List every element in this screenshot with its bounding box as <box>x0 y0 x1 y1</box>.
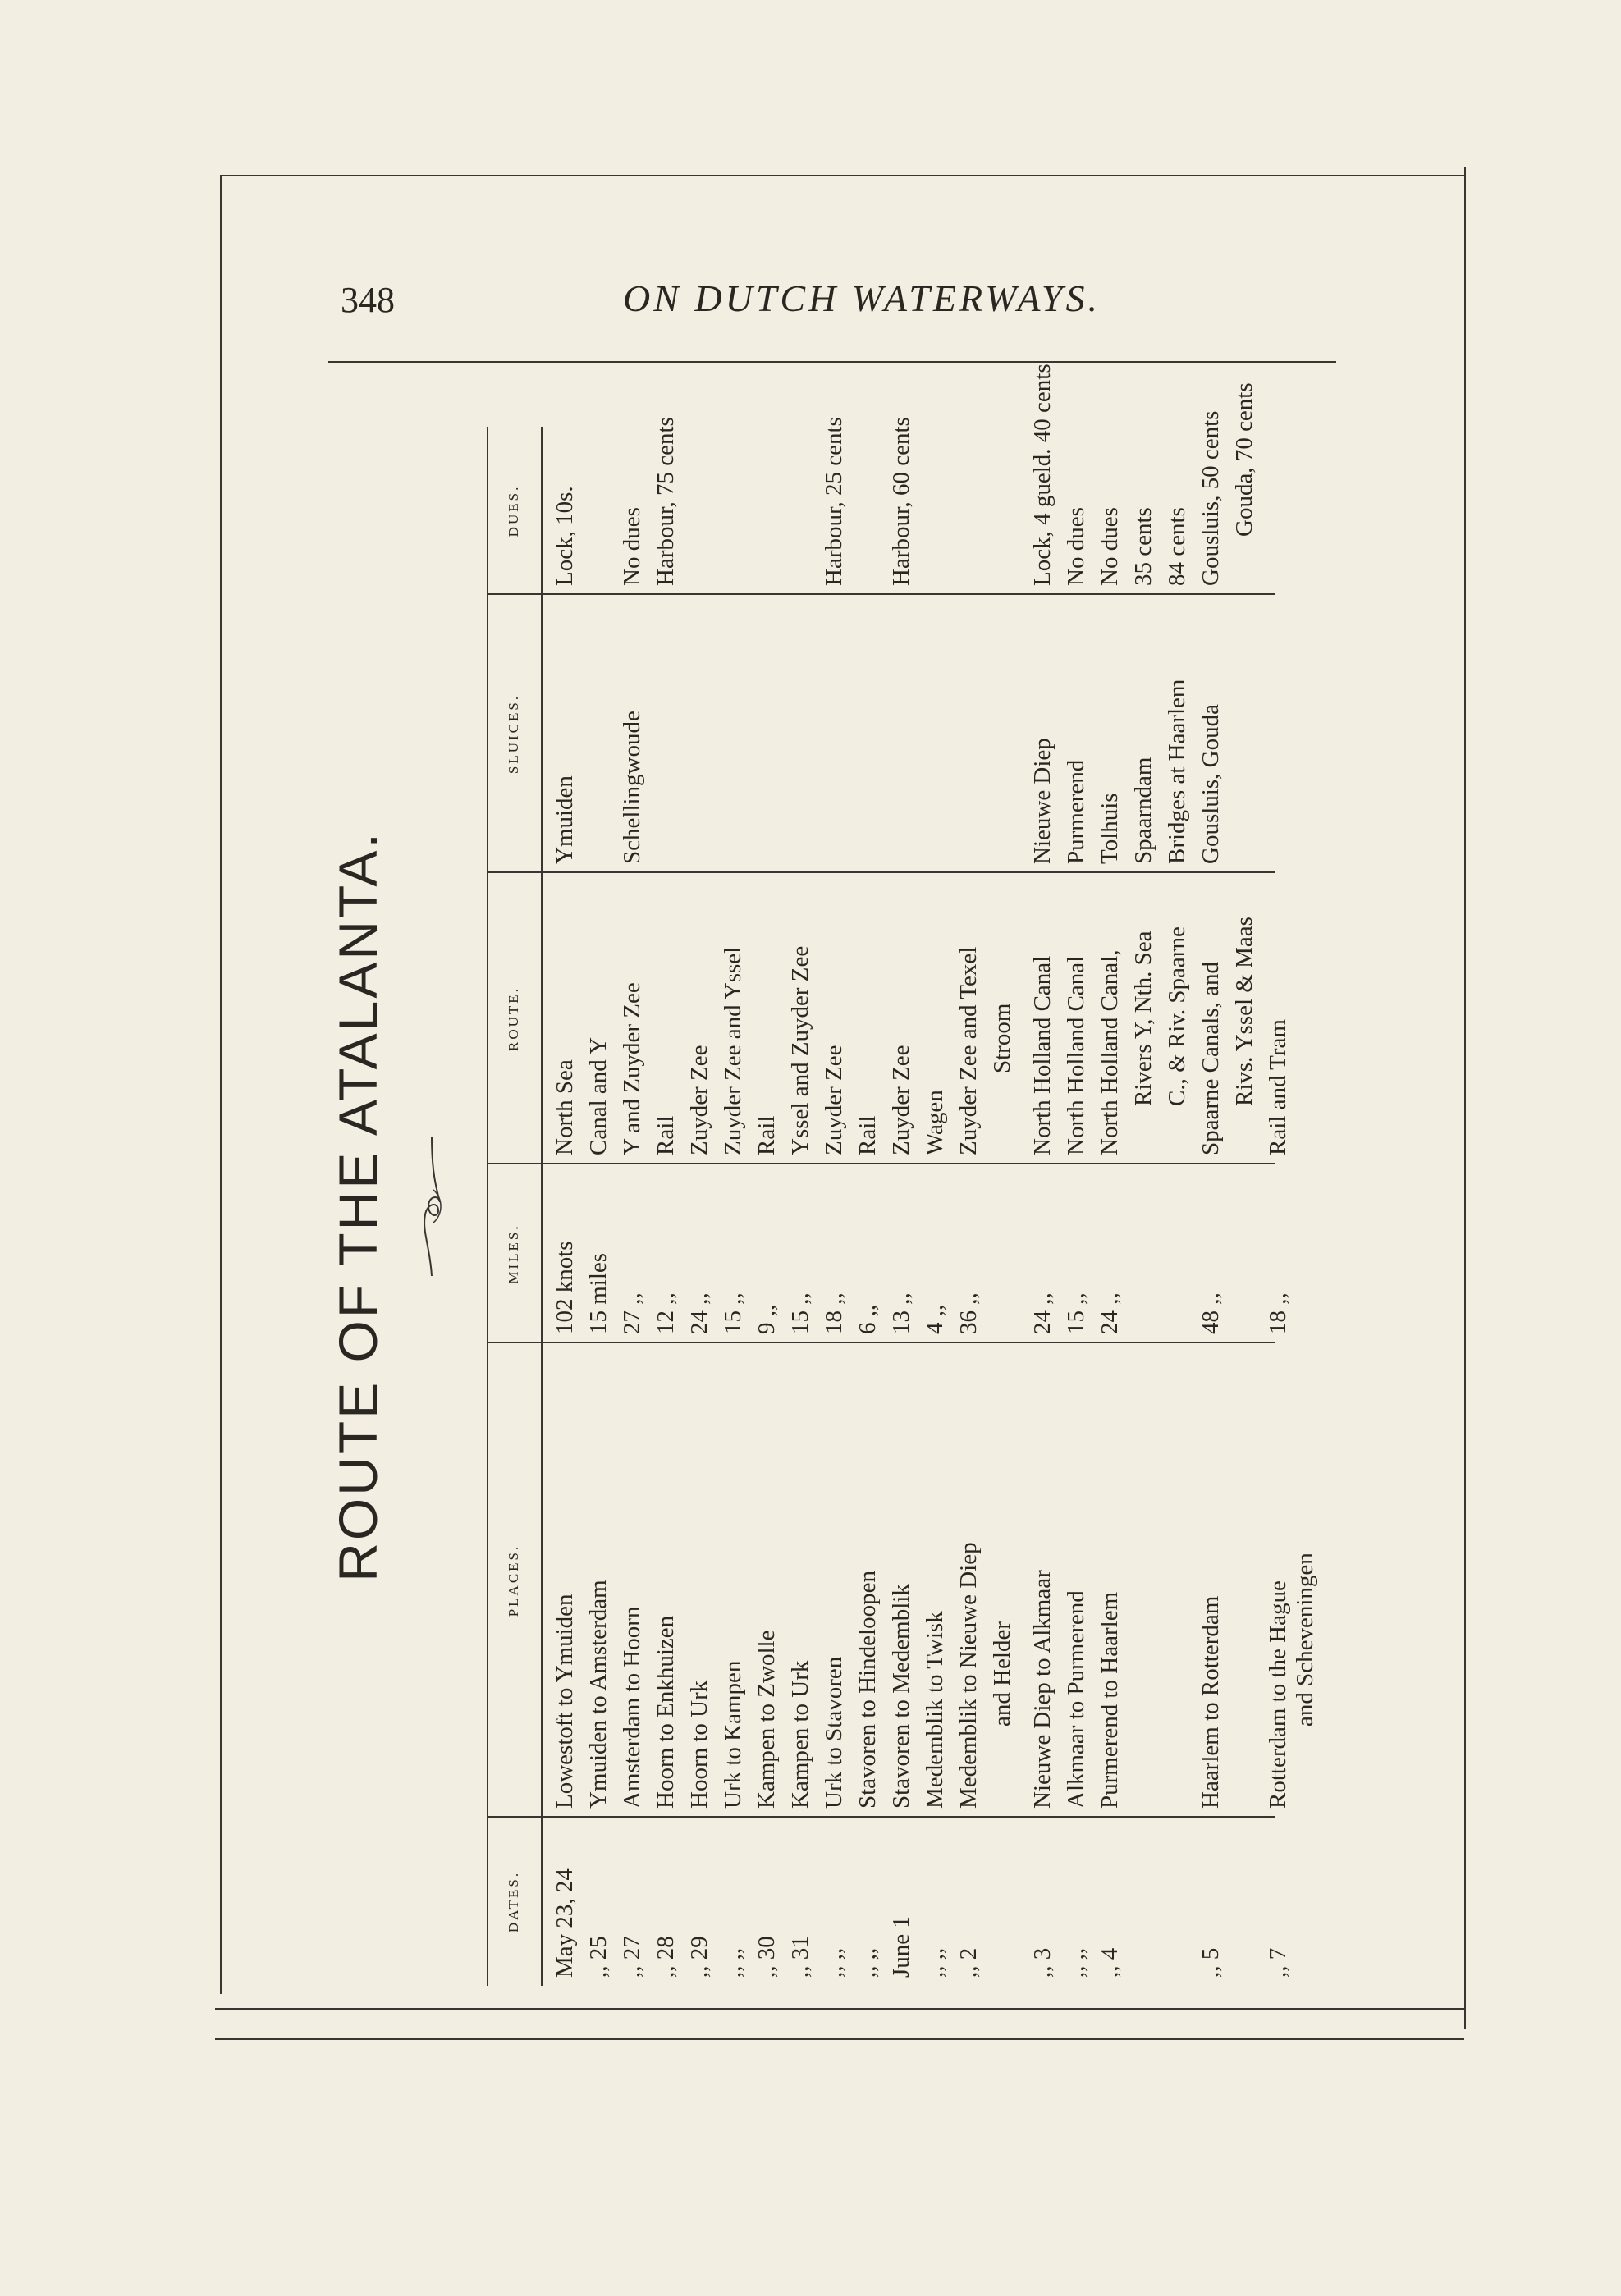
route-cell: North Holland Canal <box>1063 955 1089 1155</box>
date-cell: ,, ,, <box>821 1947 847 1978</box>
flourish-ornament-icon <box>407 1132 456 1280</box>
date-cell: ,, ,, <box>922 1947 948 1978</box>
dues-cell: Gouda, 70 cents <box>1231 382 1257 537</box>
route-table <box>222 364 1318 1986</box>
miles-cell: 18 ,, <box>821 1292 847 1334</box>
miles-cell: 102 knots <box>552 1241 578 1334</box>
table-row <box>683 427 717 1986</box>
table-row <box>952 427 986 1986</box>
table-row <box>616 427 649 1986</box>
miles-cell: 4 ,, <box>922 1304 948 1334</box>
date-cell: ,, 25 <box>585 1936 611 1978</box>
route-cell: Zuyder Zee and Texel <box>955 946 982 1155</box>
dues-cell: Harbour, 75 cents <box>653 417 679 586</box>
route-cell: Zuyder Zee <box>686 1045 712 1155</box>
header-miles: MILES. <box>506 1223 521 1284</box>
date-cell: ,, 3 <box>1029 1947 1055 1978</box>
table-row <box>1161 427 1194 1986</box>
route-cell: North Sea <box>552 1059 578 1155</box>
route-cell: Rail <box>854 1115 881 1155</box>
place-cell: Purmerend to Haarlem <box>1097 1591 1123 1809</box>
place-cell: Medemblik to Nieuwe Diep <box>955 1542 982 1809</box>
header-route: ROUTE. <box>506 986 521 1051</box>
miles-cell: 18 ,, <box>1265 1292 1291 1334</box>
date-cell: ,, 4 <box>1097 1947 1123 1978</box>
place-cell: and Helder <box>989 1621 1015 1727</box>
place-cell: Hoorn to Urk <box>686 1680 712 1809</box>
route-cell: North Holland Canal, <box>1097 949 1123 1155</box>
header-dates: DATES. <box>506 1870 521 1933</box>
date-cell: ,, 29 <box>686 1936 712 1978</box>
date-cell: ,, 31 <box>787 1936 813 1978</box>
table-row <box>1289 427 1322 1986</box>
place-cell: and Scheveningen <box>1292 1553 1318 1727</box>
table-row <box>1026 364 1060 1986</box>
miles-cell: 12 ,, <box>653 1292 679 1334</box>
table-row <box>851 427 885 1986</box>
table-title: ROUTE OF THE ATALANTA. <box>327 830 388 1582</box>
date-cell: ,, 27 <box>619 1936 645 1978</box>
frame-right-rule <box>1464 167 1466 2029</box>
place-cell: Kampen to Zwolle <box>753 1630 780 1809</box>
route-cell: Rivs. Yssel & Maas <box>1231 917 1257 1106</box>
place-cell: Medemblik to Twisk <box>922 1611 948 1809</box>
dues-cell: Lock, 10s. <box>552 486 578 586</box>
miles-cell: 24 ,, <box>1097 1292 1123 1334</box>
dues-cell: No dues <box>1063 507 1089 586</box>
table-row <box>582 427 616 1986</box>
miles-cell: 36 ,, <box>955 1292 982 1334</box>
sluice-cell: Tolhuis <box>1097 793 1123 864</box>
table-row <box>548 427 582 1986</box>
dues-cell: No dues <box>619 507 645 586</box>
place-cell: Urk to Kampen <box>720 1660 746 1809</box>
place-cell: Alkmaar to Purmerend <box>1063 1590 1089 1809</box>
sluice-cell: Nieuwe Diep <box>1029 738 1055 864</box>
table-row <box>986 427 1019 1986</box>
header-dues: DUES. <box>506 484 521 537</box>
route-cell: Rail and Tram <box>1265 1019 1291 1155</box>
frame-top-rule <box>220 175 1466 176</box>
table-row <box>717 427 750 1986</box>
miles-cell: 13 ,, <box>888 1292 914 1334</box>
miles-cell: 9 ,, <box>753 1304 780 1334</box>
miles-cell: 15 ,, <box>720 1292 746 1334</box>
route-cell: Rivers Y, Nth. Sea <box>1130 931 1156 1106</box>
miles-cell: 48 ,, <box>1197 1292 1224 1334</box>
place-cell: Haarlem to Rotterdam <box>1197 1595 1224 1809</box>
dues-cell: No dues <box>1097 507 1123 586</box>
dues-cell: 84 cents <box>1164 507 1190 586</box>
sluice-cell: Gousluis, Gouda <box>1197 704 1224 864</box>
route-cell: Spaarne Canals, and <box>1197 962 1224 1155</box>
place-cell: Nieuwe Diep to Alkmaar <box>1029 1570 1055 1809</box>
place-cell: Lowestoft to Ymuiden <box>552 1594 578 1809</box>
frame-bottom-rule <box>215 2008 1466 2010</box>
sluice-cell: Ymuiden <box>552 775 578 864</box>
header-places: PLACES. <box>506 1544 521 1617</box>
table-row <box>1093 427 1127 1986</box>
miles-cell: 24 ,, <box>1029 1292 1055 1334</box>
place-cell: Kampen to Urk <box>787 1660 813 1809</box>
route-cell: Zuyder Zee <box>888 1045 914 1155</box>
route-cell: North Holland Canal <box>1029 955 1055 1155</box>
route-cell: Zuyder Zee and Yssel <box>720 946 746 1155</box>
table-row <box>1194 410 1228 1986</box>
date-cell: May 23, 24 <box>552 1868 578 1978</box>
route-cell: Zuyder Zee <box>821 1045 847 1155</box>
table-row <box>817 417 851 1986</box>
miles-cell: 24 ,, <box>686 1292 712 1334</box>
place-cell: Stavoren to Hindeloopen <box>854 1571 881 1809</box>
dues-cell: Harbour, 25 cents <box>821 417 847 586</box>
sluice-cell: Bridges at Haarlem <box>1164 679 1190 864</box>
page-number: 348 <box>341 280 395 320</box>
date-cell: ,, ,, <box>854 1947 881 1978</box>
dues-cell: Lock, 4 gueld. 40 cents <box>1029 364 1055 586</box>
route-cell: Rail <box>753 1115 780 1155</box>
route-cell: Yssel and Zuyder Zee <box>787 945 813 1155</box>
date-cell: ,, ,, <box>1063 1947 1089 1978</box>
running-head: ON DUTCH WATERWAYS. <box>622 277 1101 319</box>
sluice-cell: Purmerend <box>1063 759 1089 864</box>
miles-cell: 15 miles <box>585 1252 611 1334</box>
place-cell: Rotterdam to the Hague <box>1265 1580 1291 1809</box>
date-cell: ,, 2 <box>955 1947 982 1978</box>
miles-cell: 15 ,, <box>1063 1292 1089 1334</box>
date-cell: ,, 7 <box>1265 1947 1291 1978</box>
dues-cell: Gousluis, 50 cents <box>1197 410 1224 586</box>
table-row <box>918 427 952 1986</box>
sluice-cell: Schellingwoude <box>619 711 645 864</box>
date-cell: ,, ,, <box>720 1947 746 1978</box>
header-sluices: SLUICES. <box>506 693 521 775</box>
frame-bottom-rule-2 <box>215 2038 1464 2040</box>
date-cell: ,, 30 <box>753 1936 780 1978</box>
route-cell: Canal and Y <box>585 1037 611 1155</box>
place-cell: Ymuiden to Amsterdam <box>585 1580 611 1809</box>
table-row <box>784 427 817 1986</box>
header-bottom-rule <box>541 427 543 1986</box>
table-row <box>750 427 784 1986</box>
route-cell: Rail <box>653 1115 679 1155</box>
table-row <box>1127 427 1161 1986</box>
dues-cell: Harbour, 60 cents <box>888 417 914 586</box>
route-cell: Wagen <box>922 1090 948 1155</box>
date-cell: ,, 5 <box>1197 1947 1224 1978</box>
route-cell: Y and Zuyder Zee <box>619 982 645 1155</box>
date-cell: June 1 <box>888 1916 914 1978</box>
dues-cell: 35 cents <box>1130 507 1156 586</box>
miles-cell: 6 ,, <box>854 1304 881 1334</box>
route-cell: Stroom <box>989 1003 1015 1073</box>
place-cell: Amsterdam to Hoorn <box>619 1606 645 1809</box>
route-cell: C., & Riv. Spaarne <box>1164 926 1190 1106</box>
table-row <box>649 417 683 1986</box>
miles-cell: 15 ,, <box>787 1292 813 1334</box>
place-cell: Hoorn to Enkhuizen <box>653 1615 679 1809</box>
table-row <box>1060 427 1093 1986</box>
place-cell: Urk to Stavoren <box>821 1656 847 1809</box>
table-row <box>885 417 918 1986</box>
date-cell: ,, 28 <box>653 1936 679 1978</box>
miles-cell: 27 ,, <box>619 1292 645 1334</box>
place-cell: Stavoren to Medemblik <box>888 1584 914 1809</box>
sluice-cell: Spaarndam <box>1130 757 1156 864</box>
table-row <box>1228 382 1262 1986</box>
